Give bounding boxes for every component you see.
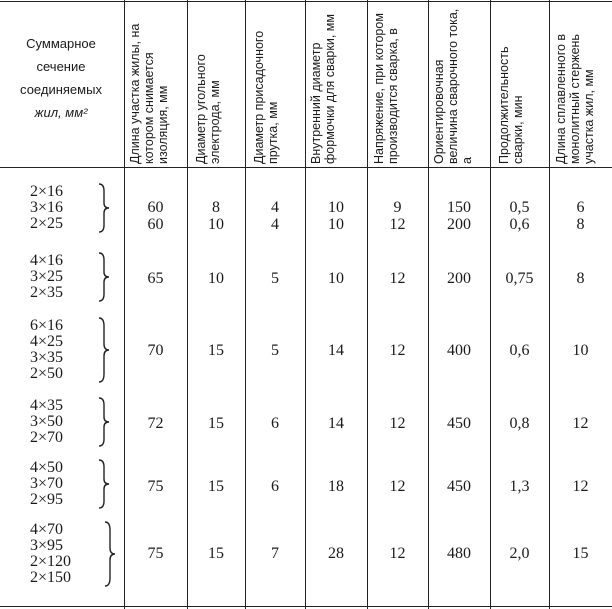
cell: 6 bbox=[576, 199, 585, 216]
brace-icon bbox=[98, 317, 110, 383]
column-divider bbox=[124, 0, 125, 609]
section-value: 4×50 bbox=[30, 459, 64, 476]
cell: 10 bbox=[208, 216, 224, 233]
header-duration bbox=[497, 6, 545, 164]
section-value: 2×16 bbox=[30, 183, 64, 200]
section-value: 3×50 bbox=[30, 413, 64, 430]
cell: 15 bbox=[208, 478, 224, 495]
cell: 14 bbox=[328, 342, 344, 359]
header-total-section bbox=[0, 32, 122, 124]
section-group bbox=[30, 522, 110, 586]
section-value: 4×35 bbox=[30, 397, 64, 414]
cell: 75 bbox=[147, 478, 164, 495]
column-divider bbox=[490, 0, 491, 609]
section-value: 3×35 bbox=[30, 349, 64, 366]
brace-icon bbox=[98, 252, 110, 302]
cell: 12 bbox=[389, 415, 406, 432]
column-divider bbox=[305, 0, 306, 609]
cell: 12 bbox=[389, 270, 406, 287]
cell: 9 bbox=[393, 199, 402, 216]
header-rule bbox=[0, 167, 612, 168]
section-value: 3×95 bbox=[30, 537, 64, 554]
cell: 0,5 bbox=[509, 199, 530, 216]
cell: 65 bbox=[147, 270, 164, 287]
cell: 15 bbox=[208, 415, 224, 432]
header-text: Диаметр присадочного прутка, мм bbox=[252, 30, 280, 164]
brace-icon bbox=[98, 183, 110, 233]
section-value: 4×16 bbox=[30, 252, 64, 269]
cell: 10 bbox=[208, 270, 224, 287]
header-strip-length bbox=[128, 6, 184, 164]
header-text: Длина участка жилы, на котором снимается изоляция, мм bbox=[128, 23, 170, 164]
cell: 12 bbox=[389, 545, 406, 562]
cell: 200 bbox=[447, 270, 471, 287]
cell: 10 bbox=[328, 270, 344, 287]
header-line: жил, мм² bbox=[34, 105, 88, 120]
header-fused-length bbox=[554, 6, 610, 164]
cell: 70 bbox=[147, 342, 164, 359]
cell: 75 bbox=[147, 545, 164, 562]
cell: 60 bbox=[147, 216, 164, 233]
cell: 150 bbox=[447, 199, 471, 216]
cell: 2,0 bbox=[509, 545, 530, 562]
section-value: 2×95 bbox=[30, 491, 64, 508]
header-rod-diameter bbox=[252, 6, 300, 164]
cell: 5 bbox=[271, 270, 279, 287]
header-text: Внутренний диаметр формочки для сварки, мм bbox=[309, 14, 337, 164]
column-divider bbox=[245, 0, 246, 609]
section-value: 2×70 bbox=[30, 429, 64, 446]
cell: 0,8 bbox=[509, 415, 530, 432]
top-rule bbox=[0, 1, 612, 2]
cell: 14 bbox=[328, 415, 344, 432]
cell: 12 bbox=[572, 415, 589, 432]
header-line: Суммарное bbox=[26, 36, 96, 51]
section-value: 2×150 bbox=[30, 569, 72, 586]
cell: 12 bbox=[389, 216, 406, 233]
bottom-rule bbox=[0, 606, 612, 607]
header-line: соединяемых bbox=[20, 82, 102, 97]
cell: 8 bbox=[576, 216, 585, 233]
header-current bbox=[432, 6, 487, 164]
cell: 4 bbox=[271, 216, 279, 233]
cell: 28 bbox=[328, 545, 344, 562]
column-divider bbox=[428, 0, 429, 609]
column-divider bbox=[187, 0, 188, 609]
cell: 4 bbox=[271, 199, 279, 216]
section-value: 2×120 bbox=[30, 553, 72, 570]
header-voltage bbox=[372, 6, 426, 164]
cell: 200 bbox=[447, 216, 471, 233]
brace-icon bbox=[104, 521, 116, 587]
brace-icon bbox=[98, 397, 110, 447]
cell: 8 bbox=[576, 270, 585, 287]
cell: 72 bbox=[147, 415, 164, 432]
brace-icon bbox=[98, 459, 110, 509]
cell: 12 bbox=[572, 478, 589, 495]
cell: 6 bbox=[271, 478, 279, 495]
cell: 10 bbox=[572, 342, 589, 359]
cell: 8 bbox=[212, 199, 220, 216]
header-mold-diameter bbox=[309, 6, 364, 164]
cell: 18 bbox=[328, 478, 344, 495]
header-text: Длина сплавленного в монолитный стержень участка жил, мм bbox=[554, 33, 596, 164]
section-value: 2×35 bbox=[30, 284, 64, 301]
header-text: Напряжение, при котором производится сварка, в bbox=[372, 13, 400, 164]
cell: 0,75 bbox=[505, 270, 534, 287]
cell: 0,6 bbox=[509, 342, 530, 359]
cell: 12 bbox=[389, 478, 406, 495]
section-value: 4×25 bbox=[30, 333, 64, 350]
header-text: Диаметр угольного электрода, мм bbox=[194, 54, 222, 164]
section-value: 3×25 bbox=[30, 268, 64, 285]
cell: 450 bbox=[447, 415, 471, 432]
cell: 15 bbox=[572, 545, 589, 562]
cell: 5 bbox=[271, 342, 279, 359]
header-text: Продолжительность сварки, мин bbox=[497, 46, 525, 164]
header-electrode-diameter bbox=[194, 6, 242, 164]
header-line: сечение bbox=[36, 59, 86, 74]
cell: 60 bbox=[147, 199, 164, 216]
section-value: 6×16 bbox=[30, 317, 64, 334]
section-value: 4×70 bbox=[30, 521, 64, 538]
section-value: 3×16 bbox=[30, 199, 64, 216]
column-divider bbox=[367, 0, 368, 609]
cell: 10 bbox=[328, 216, 344, 233]
cell: 7 bbox=[271, 545, 279, 562]
cell: 480 bbox=[447, 545, 471, 562]
cell: 400 bbox=[447, 342, 471, 359]
column-divider bbox=[549, 0, 550, 609]
cell: 10 bbox=[328, 199, 344, 216]
cell: 6 bbox=[271, 415, 279, 432]
section-value: 3×70 bbox=[30, 475, 64, 492]
cell: 450 bbox=[447, 478, 471, 495]
section-value: 2×50 bbox=[30, 365, 64, 382]
cell: 0,6 bbox=[509, 216, 530, 233]
cell: 15 bbox=[208, 545, 224, 562]
cell: 12 bbox=[389, 342, 406, 359]
cell: 1,3 bbox=[509, 478, 530, 495]
header-text: Ориентировочная величина сварочного тока, а bbox=[432, 8, 474, 164]
section-value: 2×25 bbox=[30, 215, 64, 232]
cell: 15 bbox=[208, 342, 224, 359]
